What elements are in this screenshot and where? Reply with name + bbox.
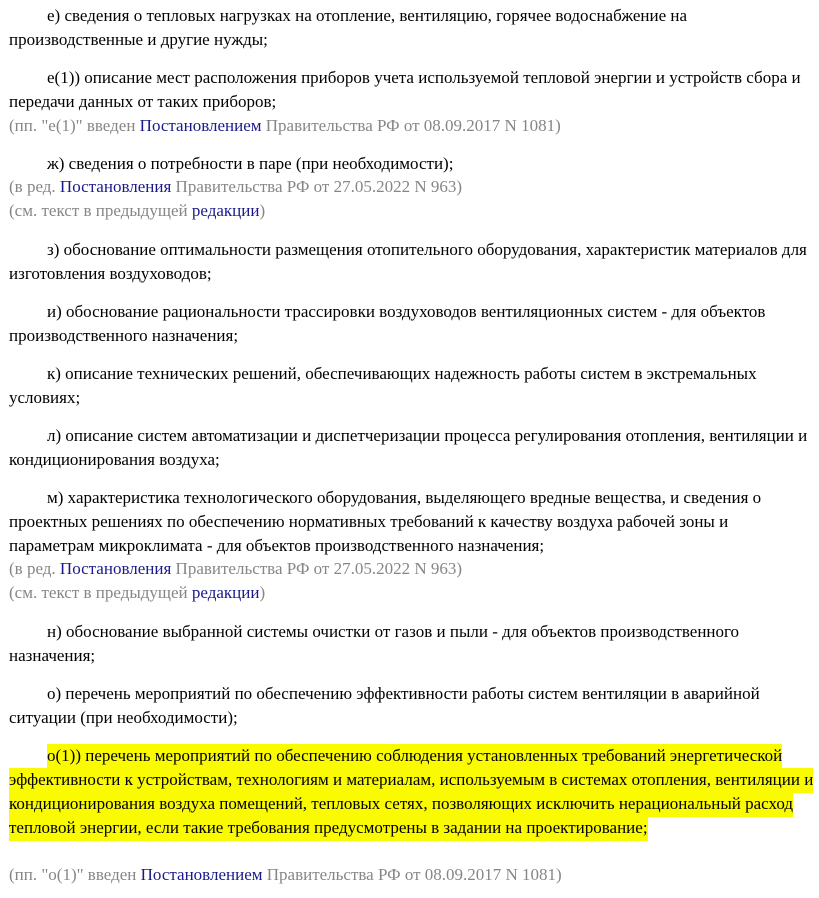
note-text: )	[259, 201, 266, 220]
item-e1: е(1)) описание мест расположения приборов учета используемой тепловой энергии и устройств сбора и передачи данных от таких приборов;	[9, 68, 801, 111]
note-text: (в ред.	[9, 559, 60, 578]
note-text: Правительства РФ от 08.09.2017 N 1081)	[262, 865, 562, 884]
note-text: (в ред.	[9, 177, 60, 196]
resolution-link[interactable]: Постановлением	[140, 865, 263, 884]
note-m-edit	[9, 557, 462, 581]
previous-edition-link[interactable]: редакции	[191, 583, 260, 602]
item-o1	[9, 744, 817, 840]
note-text: (пп. "е(1)" введен	[9, 116, 140, 135]
note-zh-edit	[9, 175, 462, 199]
note-e1-intro	[9, 114, 561, 138]
item-n: н) обоснование выбранной системы очистки от газов и пыли - для объектов производственного назначения;	[9, 622, 740, 665]
note-text: (см. текст в предыдущей	[9, 583, 192, 602]
note-text: (пп. "о(1)" введен	[9, 865, 141, 884]
item-o: о) перечень мероприятий по обеспечению эффективности работы систем вентиляции в аварийной ситуации (при необходимости);	[9, 684, 760, 727]
item-zh: ж) сведения о потребности в паре (при необходимости);	[47, 154, 454, 173]
item-k: к) описание технических решений, обеспечивающих надежность работы систем в экстремальных условиях;	[9, 364, 757, 407]
note-text: (см. текст в предыдущей	[9, 201, 192, 220]
previous-edition-link[interactable]: редакции	[191, 201, 260, 220]
item-l: л) описание систем автоматизации и диспетчеризации процесса регулирования отопления, вентиляции и кондиционирования воздуха;	[9, 426, 808, 469]
note-zh-prev	[9, 199, 265, 223]
note-m-prev	[9, 581, 265, 605]
resolution-link[interactable]: Постановлением	[139, 116, 262, 135]
note-o1-intro	[9, 863, 562, 887]
note-text: )	[259, 583, 266, 602]
item-m: м) характеристика технологического оборудования, выделяющего вредные вещества, и сведения о проектных решениях по обеспечению нормативных требований к качеству воздуха рабочей зоны и параметрам микроклимата - для объектов производственного назначения;	[9, 488, 762, 555]
item-e: е) сведения о тепловых нагрузках на отопление, вентиляцию, горячее водоснабжение на производственные и другие нужды;	[9, 6, 688, 49]
resolution-link[interactable]: Постановления	[59, 177, 172, 196]
item-i: и) обоснование рациональности трассировки воздуховодов вентиляционных систем - для объектов производственного назначения;	[9, 302, 766, 345]
highlighted-text: о(1)) перечень мероприятий по обеспечению соблюдения установленных требований энергетической эффективности к устройствам, технологиям и материалам, используемым в системах отопления, вентиляции и кондиционирования воздуха помещений, тепловых сетях, позволяющих исключить нерациональный расход тепловой энергии, если такие требования предусмотрены в задании на проектирование;	[9, 744, 813, 841]
note-text: Правительства РФ от 08.09.2017 N 1081)	[261, 116, 561, 135]
note-text: Правительства РФ от 27.05.2022 N 963)	[171, 559, 463, 578]
item-z: з) обоснование оптимальности размещения отопительного оборудования, характеристик материалов для изготовления воздуховодов;	[9, 240, 807, 283]
note-text: Правительства РФ от 27.05.2022 N 963)	[171, 177, 463, 196]
resolution-link[interactable]: Постановления	[59, 559, 172, 578]
